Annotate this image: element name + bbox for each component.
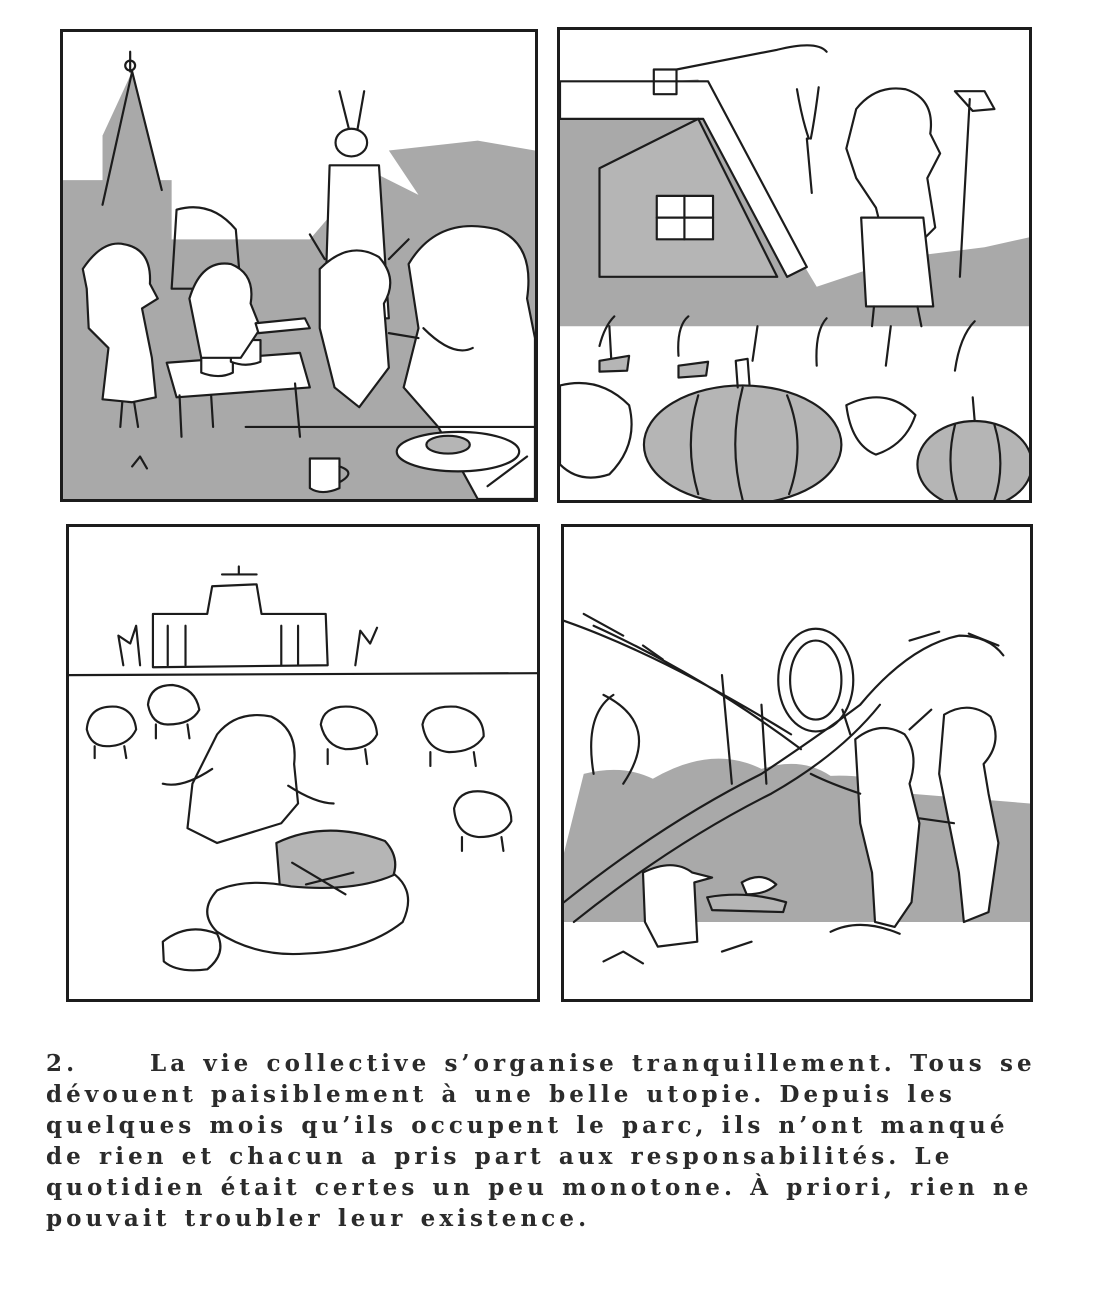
caption-text: La vie collective s’organise tranquillement. Tous se dévouent paisiblement à une belle utopie. Depuis les quelques mois qu’ils occupent le parc, ils n’ont manqué de rien et chacun a pris part aux responsabilités. Le quotidien était certes un peu monotone. À priori, rien ne pouvait troubler leur existence. <box>46 1050 1036 1232</box>
roller-coaster-park-illustration <box>564 527 1030 999</box>
village-meal-illustration <box>63 32 535 499</box>
panel-village-meal <box>60 29 538 502</box>
panel-farmer-garden <box>557 27 1032 503</box>
farmer-garden-illustration <box>560 30 1029 500</box>
caption-number: 2. <box>46 1050 79 1077</box>
panel-roller-coaster-park <box>561 524 1033 1002</box>
sheep-shearing-illustration <box>69 527 537 999</box>
panel-sheep-shearing <box>66 524 540 1002</box>
caption-paragraph <box>46 1048 1056 1234</box>
